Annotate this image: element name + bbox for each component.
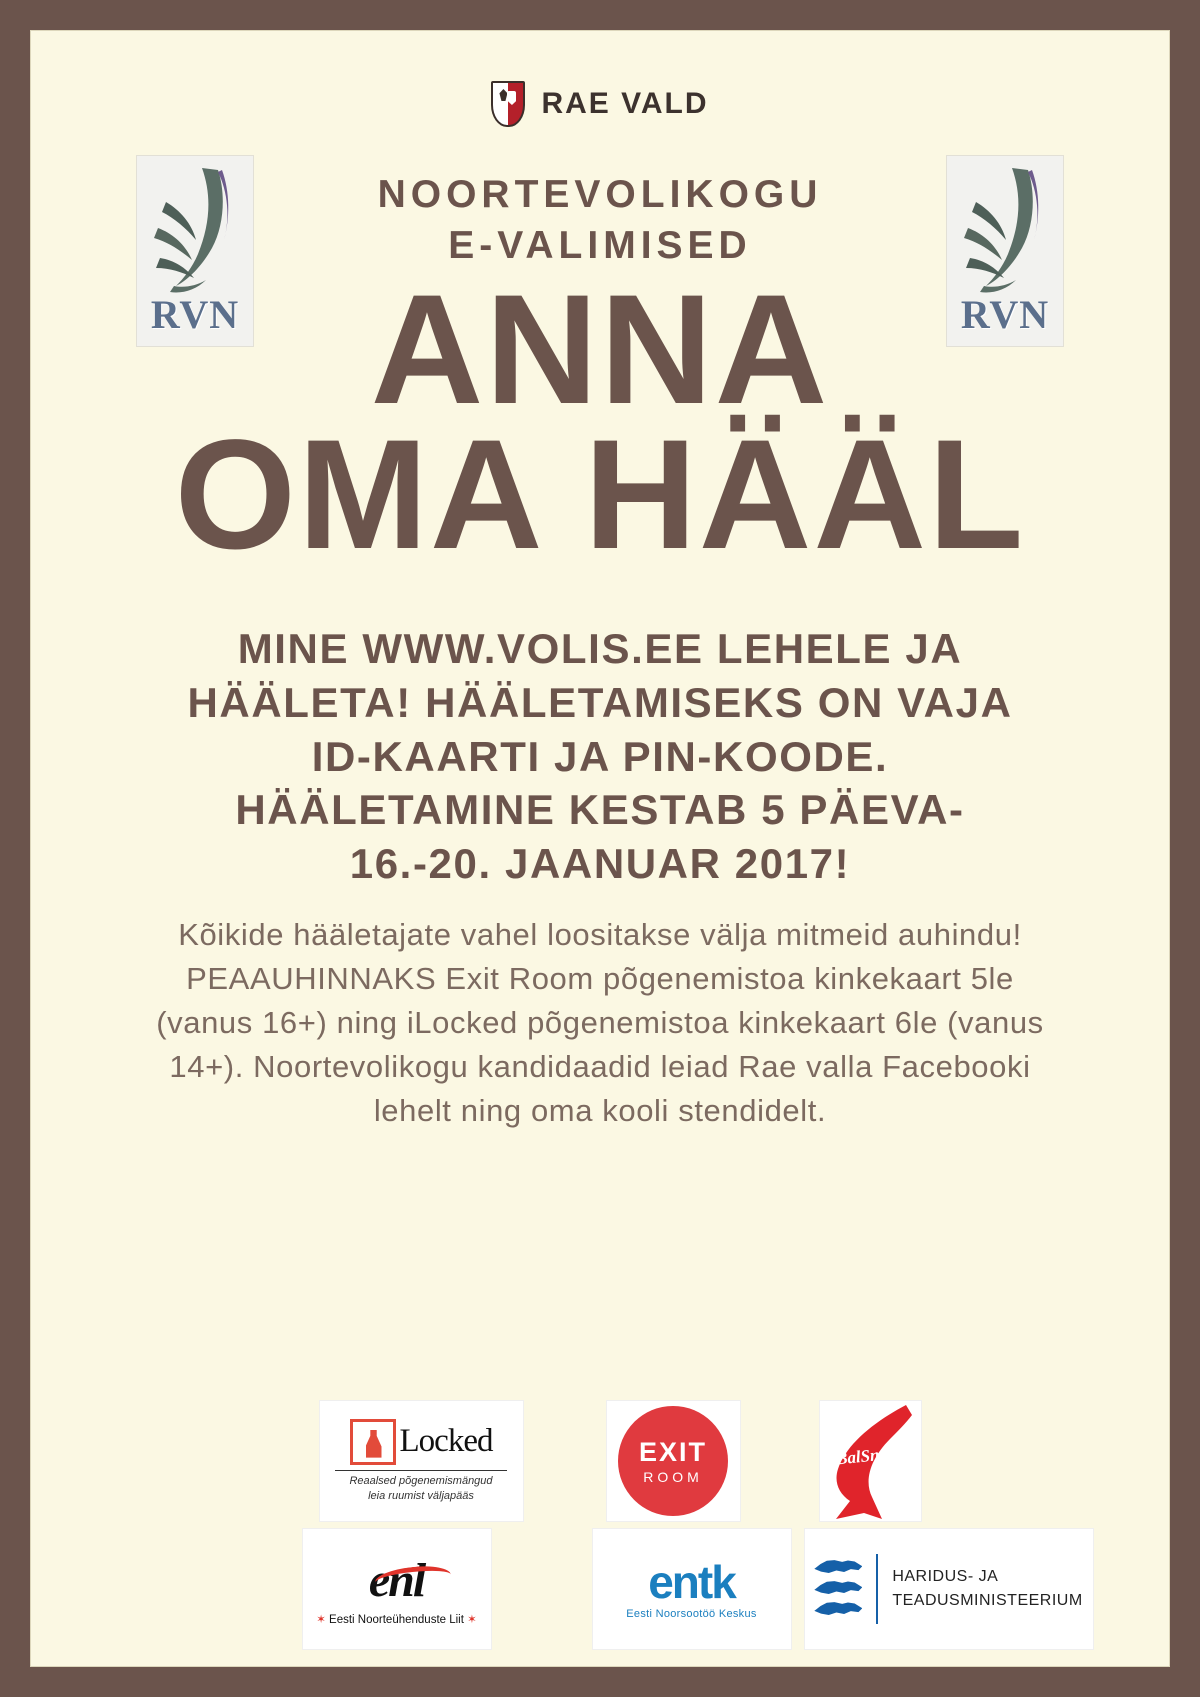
ilocked-tagline-line-1: Reaalsed põgenemismängud: [349, 1474, 493, 1487]
headline-line-1: ANNA: [370, 262, 830, 437]
coat-of-arms-icon: [491, 81, 525, 127]
sponsor-ilocked: [319, 1400, 524, 1522]
enl-star-icon: ✶: [316, 1613, 326, 1626]
sponsor-haridus-ministeerium: [804, 1528, 1094, 1650]
exit-room-wordmark: EXIT: [638, 1437, 707, 1467]
exit-room-circle-icon: [618, 1406, 728, 1516]
sponsor-enl: [302, 1528, 492, 1650]
lion-icon: [814, 1601, 862, 1619]
lion-icon: [814, 1559, 862, 1577]
poster-body: [30, 30, 1170, 1667]
balsnack-wordmark: BalSnack: [835, 1442, 905, 1469]
ministry-name-line-1: HARIDUS- JA: [892, 1568, 999, 1585]
ministry-name-line-2: TEADUSMINISTEERIUM: [892, 1592, 1083, 1609]
body-text: Kõikide hääletajate vahel loositakse välja mitmeid auhindu! PEAAUHINNAKS Exit Room põgenemistoa kinkekaart 5le (vanus 16+) ning iLocked põgenemistoa kinkekaart 6le (vanus 14+). Noortevolikogu kandidaadid leiad Rae valla Facebooki lehelt ning oma kooli stendidelt.: [156, 916, 1044, 1128]
sponsor-row-1: [31, 1400, 1169, 1522]
kicker-line-2: E-VALIMISED: [448, 224, 752, 268]
lion-icon: [814, 1580, 862, 1598]
rvn-logo-text: RVN: [960, 292, 1050, 337]
ilocked-tagline-line-2: leia ruumist väljapääs: [368, 1489, 474, 1502]
kicker-line-1: NOORTEVOLIKOGU: [377, 173, 823, 216]
municipality-name: RAE VALD: [541, 87, 709, 120]
kicker-heading: [378, 155, 823, 272]
entk-name: Eesti Noorsootöö Keskus: [626, 1607, 757, 1620]
rvn-swirl-icon: [950, 162, 1060, 302]
divider: [876, 1554, 878, 1624]
enl-star-icon: ✶: [467, 1613, 477, 1626]
enl-name: [316, 1612, 477, 1626]
callout-text: MINE WWW.VOLIS.EE LEHELE JA HÄÄLETA! HÄÄLETAMISEKS ON VAJA ID-KAARTI JA PIN-KOODE. HÄÄLETAMINE KESTAB 5 PÄEVA- 16.-20. JAANUAR 2017!: [187, 625, 1013, 888]
headline-line-2: OMA HÄÄL: [174, 408, 1026, 583]
rvn-logo-right: [946, 155, 1064, 347]
sponsor-entk: [592, 1528, 792, 1650]
entk-logo-icon: entk: [648, 1555, 735, 1608]
ministry-name: [892, 1565, 1082, 1613]
municipality-header: [491, 81, 708, 127]
sponsor-logos: [31, 1400, 1169, 1650]
enl-logo-icon: enl: [368, 1553, 425, 1607]
rvn-swirl-icon: [140, 162, 250, 302]
page-title: [174, 262, 1026, 583]
ilocked-box-icon: [350, 1419, 396, 1465]
ilocked-lockup: [350, 1419, 493, 1465]
estonia-coat-of-arms-icon: [814, 1559, 862, 1619]
ilocked-tagline: [335, 1470, 507, 1504]
ilocked-wordmark: Locked: [399, 1423, 493, 1460]
sponsor-row-2: [31, 1528, 1169, 1650]
sponsor-balsnack: [819, 1400, 922, 1522]
rvn-logo-text: RVN: [150, 292, 240, 337]
enl-name-text: Eesti Noorteühenduste Liit: [329, 1613, 464, 1626]
exit-room-subword: ROOM: [643, 1469, 703, 1485]
sponsor-exit-room: [606, 1400, 741, 1522]
kicker-row: [31, 155, 1169, 337]
rvn-logo-left: [136, 155, 254, 347]
